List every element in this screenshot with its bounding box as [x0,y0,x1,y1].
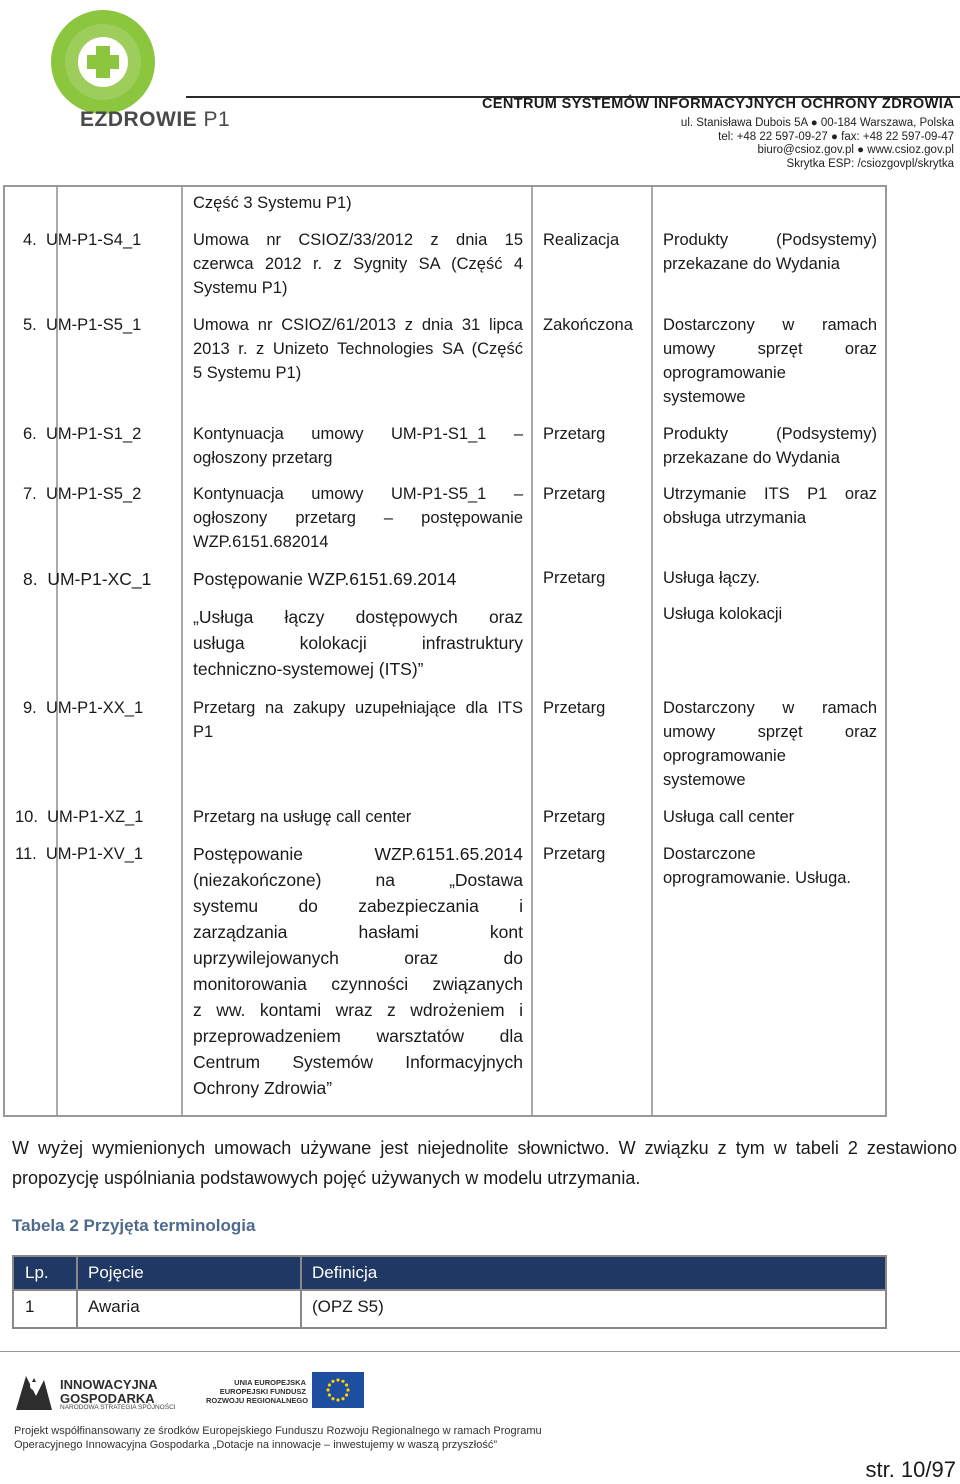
row-5-result: Dostarczony w ramach umowy sprzęt oraz oprogramowanie systemowe [663,316,877,406]
row-4-number: 4. UM-P1-S4_1 [23,231,142,249]
contact-skrytka: Skrytka ESP: /csiozgovpl/skrytka [786,157,954,170]
row-6-result: Produkty (Podsystemy) przekazane do Wydania [663,425,877,467]
row-6-status: Przetarg [543,425,606,443]
eu-flag-icon [312,1372,364,1408]
row-10-description: Przetarg na usługę call center [193,808,412,826]
funding-note: Projekt współfinansowany ze środków Europejskiego Funduszu Rozwoju Regionalnego w ramach Programu Operacyjnego Innowacyjna Gospodarka „Dotacje na innowacje – inwestujemy w waszą przyszłość” [14,1425,542,1451]
row-5-status: Zakończona [543,316,633,334]
term-row-concept: Awaria [88,1297,140,1316]
row-8-number: 8. UM-P1-XC_1 [23,569,152,589]
table-column-divider [651,187,653,1115]
innowacyjna-gospodarka-subtitle: NARODOWA STRATEGIA SPÓJNOŚCI [60,1404,176,1411]
row-4-result: Produkty (Podsystemy) przekazane do Wydania [663,231,877,273]
row-10-number: 10. UM-P1-XZ_1 [15,808,144,826]
ezdrowie-logo [38,4,231,138]
logo-text: EZDROWIE P1 [80,108,231,131]
innowacyjna-gospodarka-logo-icon [12,1370,56,1414]
row-8-status: Przetarg [543,569,606,587]
table-column-divider [181,187,183,1115]
row-6-description: Kontynuacja umowy UM-P1-S1_1 – ogłoszony przetarg [193,425,523,467]
contact-phone: tel: +48 22 597-09-27 ● fax: +48 22 597-09-47 [718,130,954,143]
term-row-number: 1 [25,1297,35,1316]
row-6-number: 6. UM-P1-S1_2 [23,425,142,443]
innowacyjna-gospodarka-text: INNOWACYJNA GOSPODARKA [60,1377,158,1406]
row-5-description: Umowa nr CSIOZ/61/2013 z dnia 31 lipca 2013 r. z Unizeto Technologies SA (Część 5 Systemu P1) [193,316,523,382]
row-7-description: Kontynuacja umowy UM-P1-S5_1 – ogłoszony przetarg – postępowanie WZP.6151.682014 [193,485,523,551]
table-continuation-text: Część 3 Systemu P1) [193,194,352,212]
row-9-number: 9. UM-P1-XX_1 [23,699,144,717]
table-column-divider [531,187,533,1115]
terminology-column-divider [76,1257,78,1327]
row-10-status: Przetarg [543,808,606,826]
row-11-status: Przetarg [543,845,606,863]
header-pojecie: Pojęcie [88,1263,144,1282]
page-number: str. 10/97 [865,1457,956,1482]
row-4-description: Umowa nr CSIOZ/33/2012 z dnia 15 czerwca 2012 r. z Sygnity SA (Część 4 Systemu P1) [193,231,523,297]
contact-address: ul. Stanisława Dubois 5A ● 00-184 Warszawa, Polska [680,117,954,129]
row-9-status: Przetarg [543,699,606,717]
row-10-result: Usługa call center [663,808,795,826]
row-5-number: 5. UM-P1-S5_1 [23,316,142,334]
organization-title: CENTRUM SYSTEMÓW INFORMACYJNYCH OCHRONY ZDROWIA [481,96,954,112]
terminology-row-divider [14,1289,885,1291]
terminology-header-row [14,1257,885,1289]
row-11-number: 11. UM-P1-XV_1 [15,845,144,863]
row-11-description: Postępowanie WZP.6151.65.2014 (niezakończone) na „Dostawa systemu do zabezpieczania i zarządzania hasłami kont uprzywilejowanych oraz do monitorowania czynności związanych z ww. kontami wraz z wdrożeniem i przeprowadzeniem warsztatów dla Centrum Systemów Informacyjnych Ochrony Zdrowia” [193,844,523,1098]
row-7-status: Przetarg [543,485,606,503]
table-caption: Tabela 2 Przyjęta terminologia [12,1216,256,1235]
row-7-result: Utrzymanie ITS P1 oraz obsługa utrzymania [663,485,877,527]
row-9-description: Przetarg na zakupy uzupełniające dla ITS P1 [193,699,523,741]
footer-divider [0,1351,960,1352]
row-8-result: Usługa łączy. Usługa kolokacji [663,569,783,623]
terminology-column-divider [300,1257,302,1327]
row-8-description: Postępowanie WZP.6151.69.2014 „Usługa łączy dostępowych oraz usługa kolokacji infrastruktury techniczno-systemowej (ITS)” [193,569,523,679]
header-lp: Lp. [25,1263,49,1282]
header-definicja: Definicja [312,1263,378,1282]
row-7-number: 7. UM-P1-S5_2 [23,485,142,503]
row-4-status: Realizacja [543,231,620,249]
term-row-definition: (OPZ S5) [312,1297,384,1316]
body-paragraph: W wyżej wymienionych umowach używane jest niejednolite słownictwo. W związku z tym w tabeli 2 zestawiono propozycję uspólniania podstawowych pojęć używanych w modelu utrzymania. [12,1138,957,1188]
row-11-result: Dostarczone oprogramowanie. Usługa. [663,845,852,887]
contact-email: biuro@csioz.gov.pl ● www.csioz.gov.pl [757,144,954,156]
row-9-result: Dostarczony w ramach umowy sprzęt oraz oprogramowanie systemowe [663,699,877,789]
contact-info [681,117,954,171]
eu-text: UNIA EUROPEJSKA EUROPEJSKI FUNDUSZ ROZWOJU REGIONALNEGO [206,1378,309,1405]
